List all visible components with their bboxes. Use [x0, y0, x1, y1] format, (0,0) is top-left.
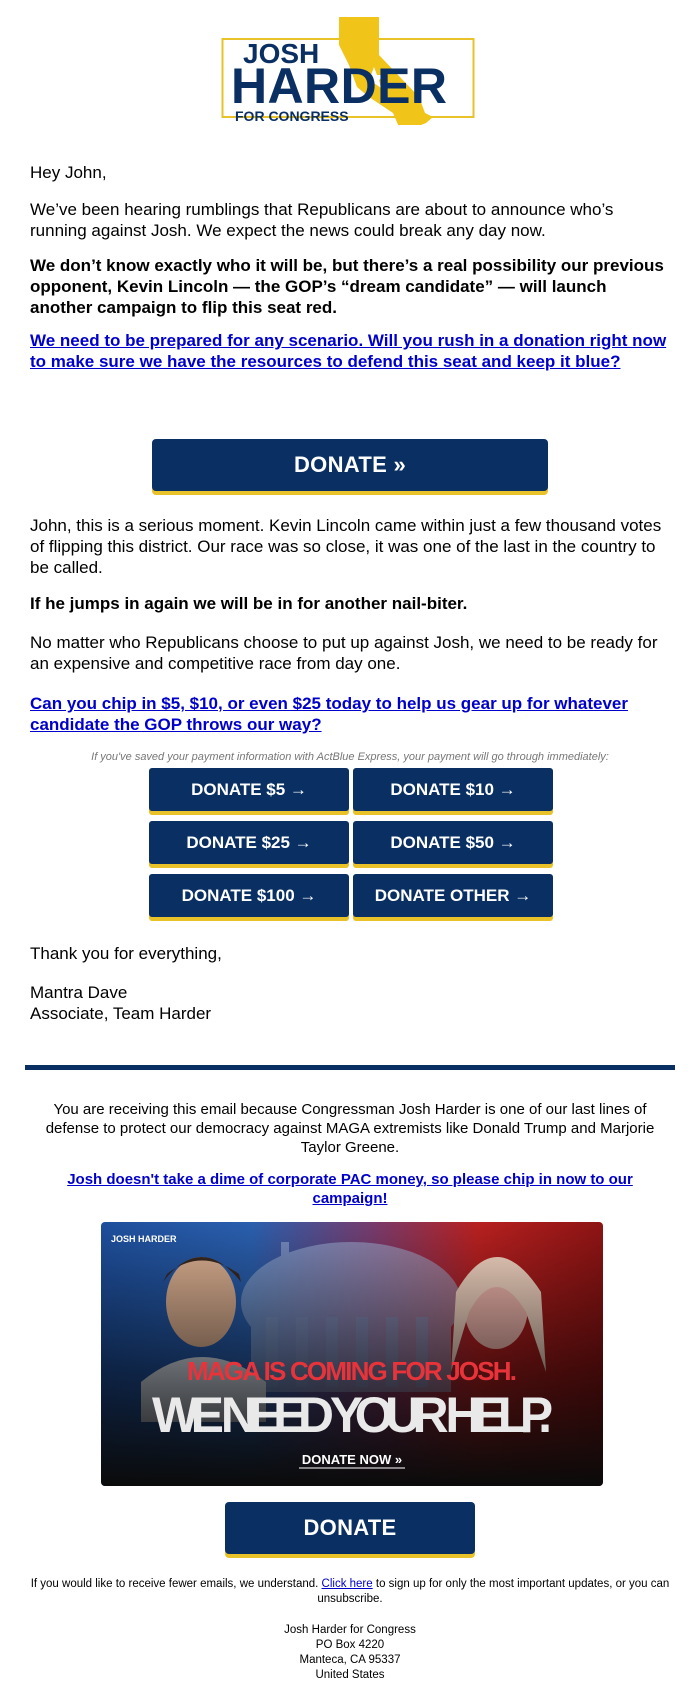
fewer-emails-notice [25, 1577, 675, 1607]
address-line-3: Manteca, CA 95337 [299, 1654, 401, 1666]
pac-money-link[interactable]: Josh doesn't take a dime of corporate PAC money, so please chip in now to our campaign! [67, 1171, 633, 1207]
footer-divider [25, 1065, 675, 1070]
fewer-emails-link[interactable]: Click here [321, 1578, 373, 1590]
address-block [25, 1623, 675, 1683]
banner-headline-2: WE NEED YOUR HELP. [152, 1387, 552, 1443]
josh-harder-logo [221, 17, 475, 125]
fewer-emails-post: to sign up for only the most important updates, or you can unsubscribe. [317, 1578, 670, 1605]
signature-title: Associate, Team Harder [30, 1004, 212, 1023]
signature-name: Mantra Dave [30, 983, 128, 1002]
paragraph-2: We don’t know exactly who it will be, but there’s a real possibility our previous opponent, Kevin Lincoln — the GOP’s “dream candidate” — will launch another campaign to flip this seat red. [30, 256, 664, 317]
greeting: Hey John, [30, 163, 107, 182]
fewer-emails-pre: If you would like to receive fewer emails, we understand. [30, 1578, 319, 1590]
donate-25-button[interactable]: DONATE $25 → [149, 821, 349, 864]
logo-line1: JOSH [243, 38, 320, 69]
address-line-2: PO Box 4220 [315, 1639, 385, 1651]
donate-10-button[interactable]: DONATE $10 → [353, 768, 553, 811]
logo-line3: FOR CONGRESS [235, 108, 349, 124]
donate-5-button[interactable]: DONATE $5 → [149, 768, 349, 811]
donate-50-button[interactable]: DONATE $50 → [353, 821, 553, 864]
actblue-note: If you've saved your payment information with ActBlue Express, your payment will go through immediately: [91, 751, 609, 763]
logo-line2: HARDER [231, 58, 447, 114]
donate-100-button[interactable]: DONATE $100 → [149, 874, 349, 917]
banner-logo-text: JOSH HARDER [111, 1234, 177, 1244]
maga-banner-image[interactable] [101, 1222, 603, 1486]
paragraph-5: No matter who Republicans choose to put up against Josh, we need to be ready for an expensive and competitive race from day one. [30, 633, 658, 673]
receiving-notice: You are receiving this email because Congressman Josh Harder is one of our last lines of defense to protect our democracy against MAGA extremists like Donald Trump and Marjorie Taylor Greene. [45, 1101, 655, 1156]
banner-cta[interactable]: DONATE NOW » [301, 1452, 403, 1467]
donate-button-footer[interactable]: DONATE [225, 1502, 475, 1554]
thanks: Thank you for everything, [30, 944, 222, 963]
donation-link-1[interactable]: We need to be prepared for any scenario. Will you rush in a donation right now to make sure we have the resources to defend this seat and keep it blue? [30, 331, 667, 371]
paragraph-4: If he jumps in again we will be in for another nail-biter. [30, 594, 468, 613]
banner-headline-1: MAGA IS COMING FOR JOSH. [187, 1356, 517, 1386]
donation-link-2[interactable]: Can you chip in $5, $10, or even $25 today to help us gear up for whatever candidate the GOP throws our way? [30, 694, 629, 734]
address-line-4: United States [315, 1669, 385, 1681]
paragraph-3: John, this is a serious moment. Kevin Lincoln came within just a few thousand votes of flipping this district. Our race was so close, it was one of the last in the country to be called. [30, 516, 662, 577]
donate-button-main[interactable]: DONATE » [152, 439, 548, 491]
address-line-1: Josh Harder for Congress [284, 1624, 416, 1636]
paragraph-1: We’ve been hearing rumblings that Republicans are about to announce who’s running against Josh. We expect the news could break any day now. [30, 200, 614, 240]
donate-other-button[interactable]: DONATE OTHER → [353, 874, 553, 917]
